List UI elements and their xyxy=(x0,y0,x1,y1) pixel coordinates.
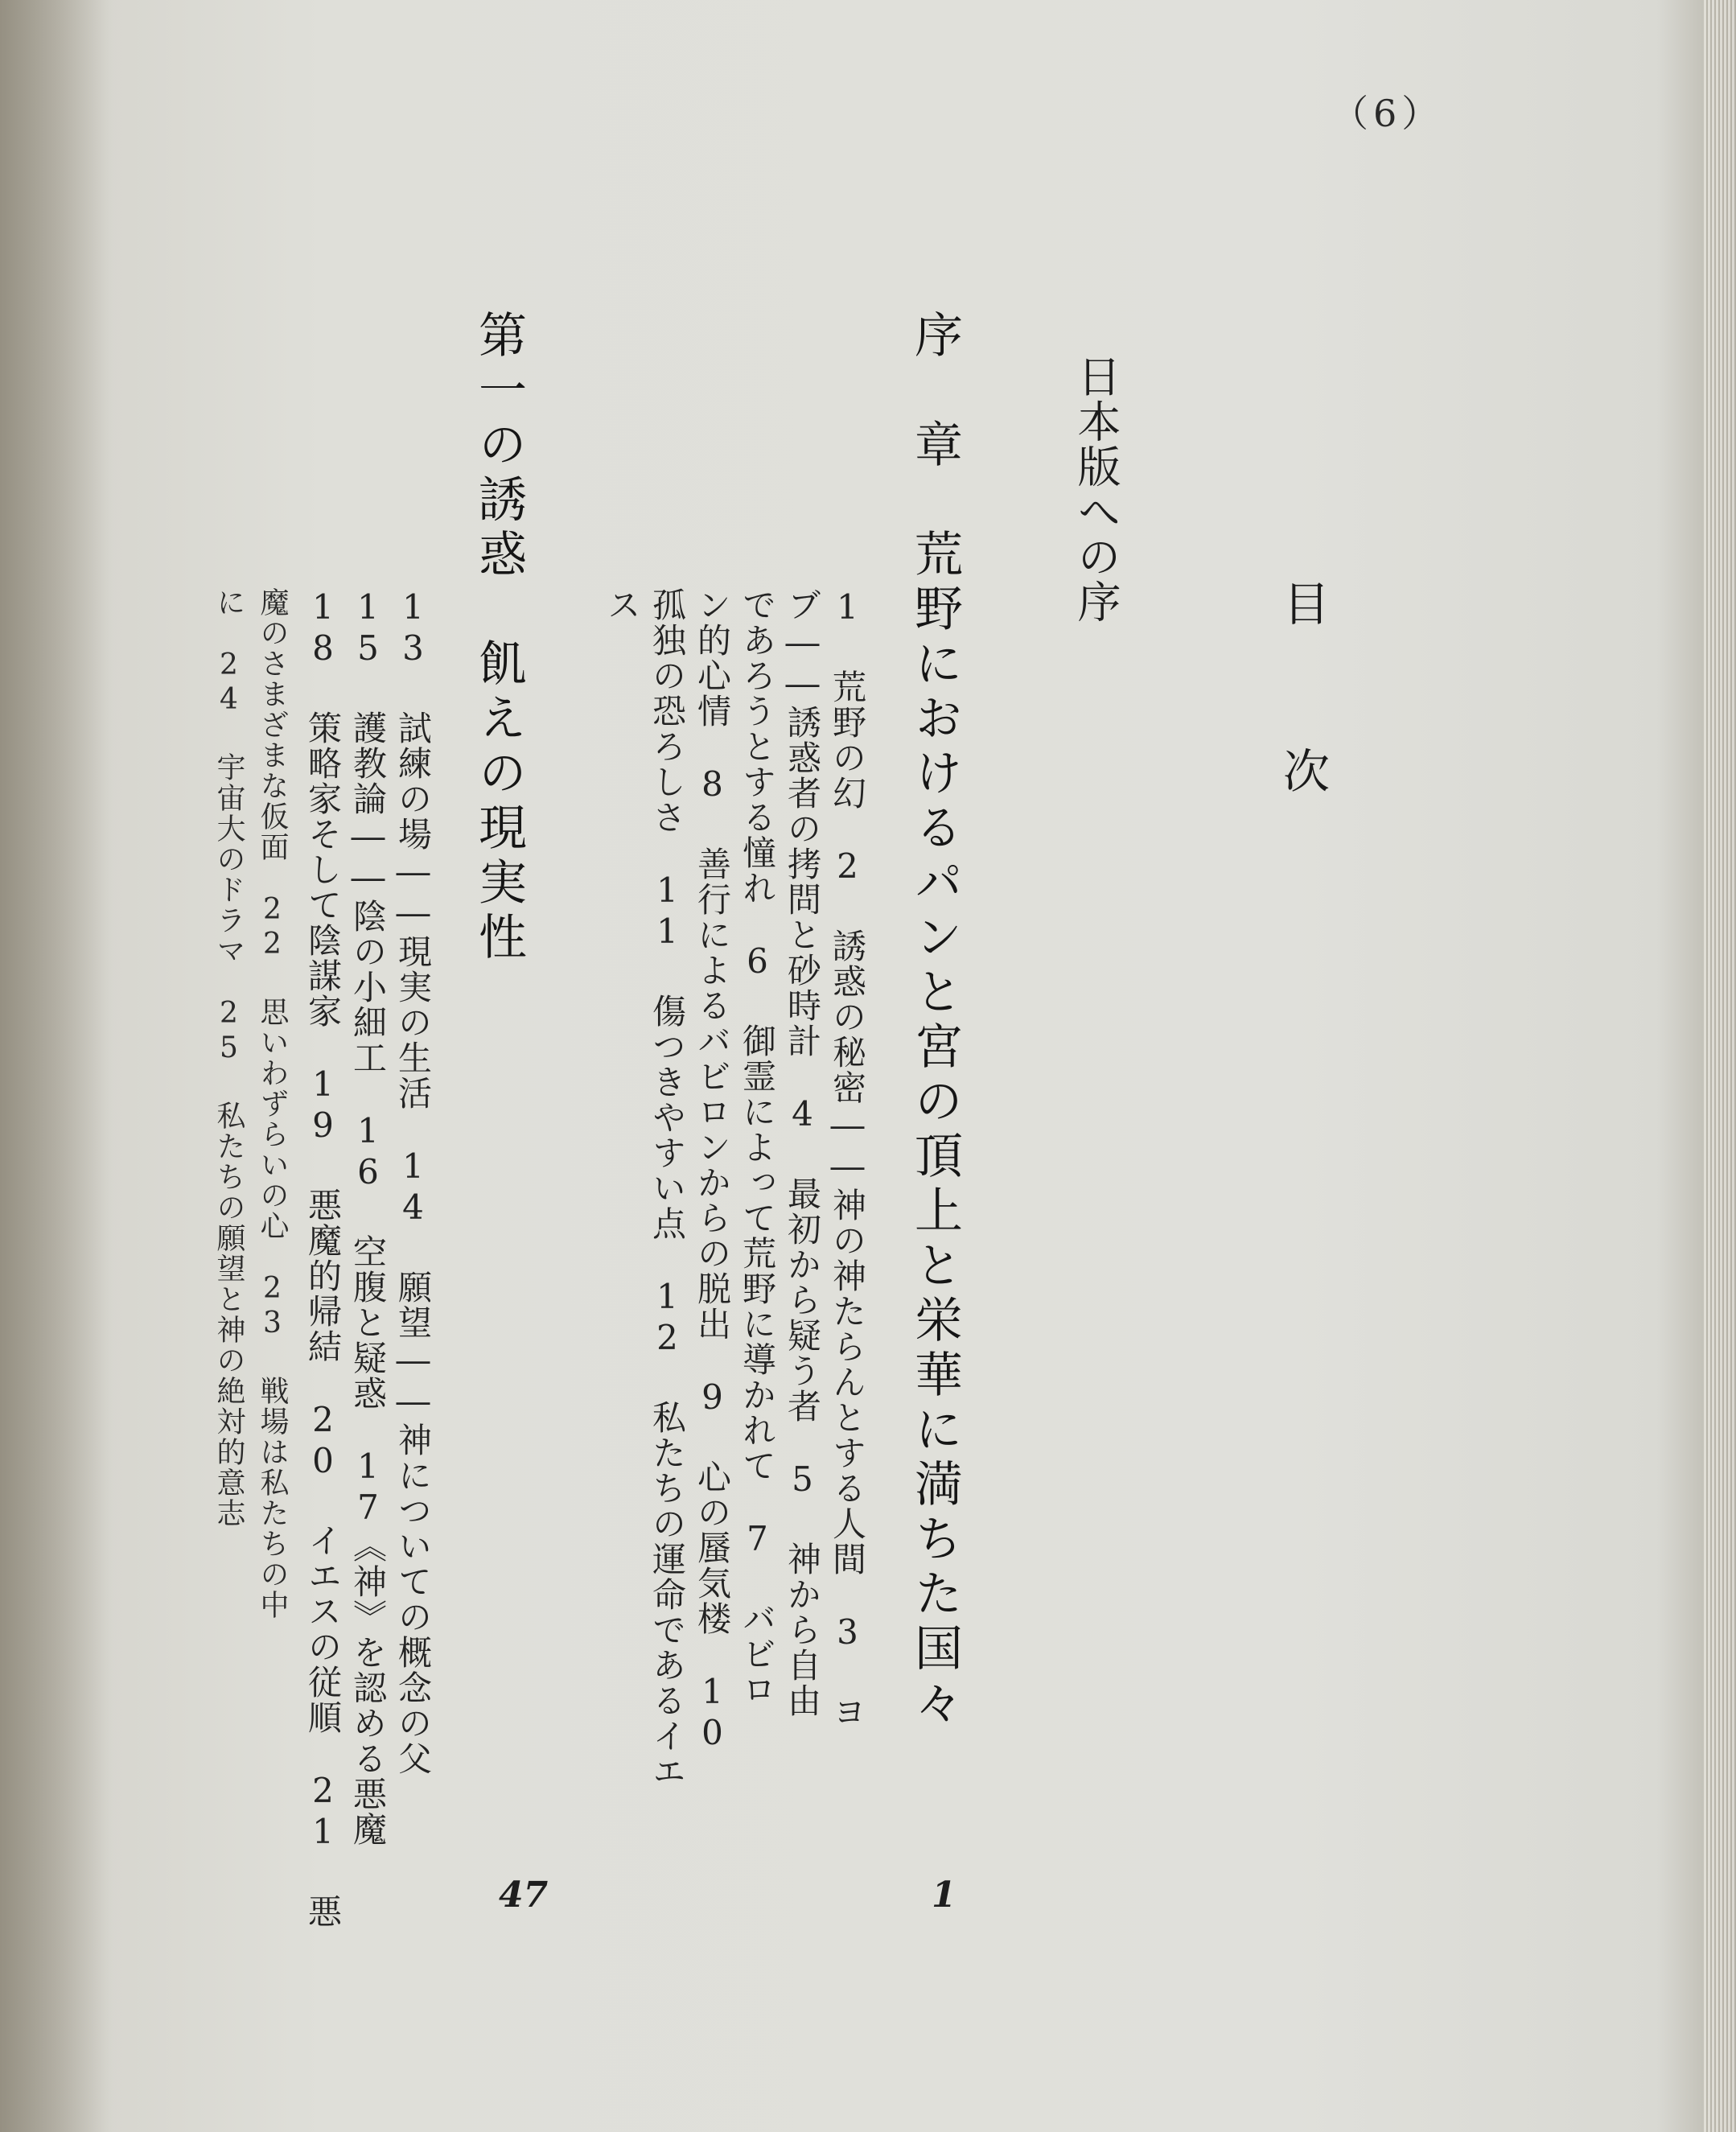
page-number-header: （6） xyxy=(1331,92,1444,135)
chapter-heading-first-temptation[interactable]: 第一の誘惑 飢えの現実性 xyxy=(471,310,527,966)
book-gutter-shadow xyxy=(0,0,113,2132)
toc-line: ブ――誘惑者の拷問と砂時計 4 最初から疑う者 5 神から自由 xyxy=(783,587,822,1718)
toc-line: 1 荒野の幻 2 誘惑の秘密――神の神たらんとする人間 3 ヨ xyxy=(828,587,867,1730)
toc-line: ン的心情 8 善行によるバビロンからの脱出 9 心の蜃気楼 10 xyxy=(693,587,732,1754)
page-edges xyxy=(1704,0,1736,2132)
chapter-page-number: 1 xyxy=(932,1875,956,1916)
chapter-heading-prologue[interactable]: 序 章 荒野におけるパンと宮の頂上と栄華に満ちた国々 xyxy=(907,310,963,1732)
toc-line: 孤独の恐ろしさ 11 傷つきやすい点 12 私たちの運命であるイエ xyxy=(648,587,687,1789)
toc-line: ス xyxy=(603,587,642,623)
toc-preface-entry[interactable]: 日本版への序 xyxy=(1071,354,1121,624)
chapter-page-number: 47 xyxy=(499,1875,549,1916)
toc-title: 目次 xyxy=(1275,579,1330,914)
toc-line: に 24 宇宙大のドラマ 25 私たちの願望と神の絶対的意志 xyxy=(212,587,245,1529)
toc-line: 15 護教論――陰の小細工 16 空腹と疑惑 17《神》を認める悪魔 xyxy=(348,587,388,1847)
toc-line: 魔のさまざまな仮面 22 思いわずらいの心 23 戦場は私たちの中 xyxy=(256,587,289,1620)
toc-line: 13 試練の場――現実の生活 14 願望――神についての概念の父 xyxy=(393,587,433,1776)
toc-line: であろうとする憧れ 6 御霊によって荒野に導かれて 7 バビロ xyxy=(738,587,777,1707)
toc-line: 18 策略家そして陰謀家 19 悪魔的帰結 20 イエスの従順 21 悪 xyxy=(303,587,343,1929)
